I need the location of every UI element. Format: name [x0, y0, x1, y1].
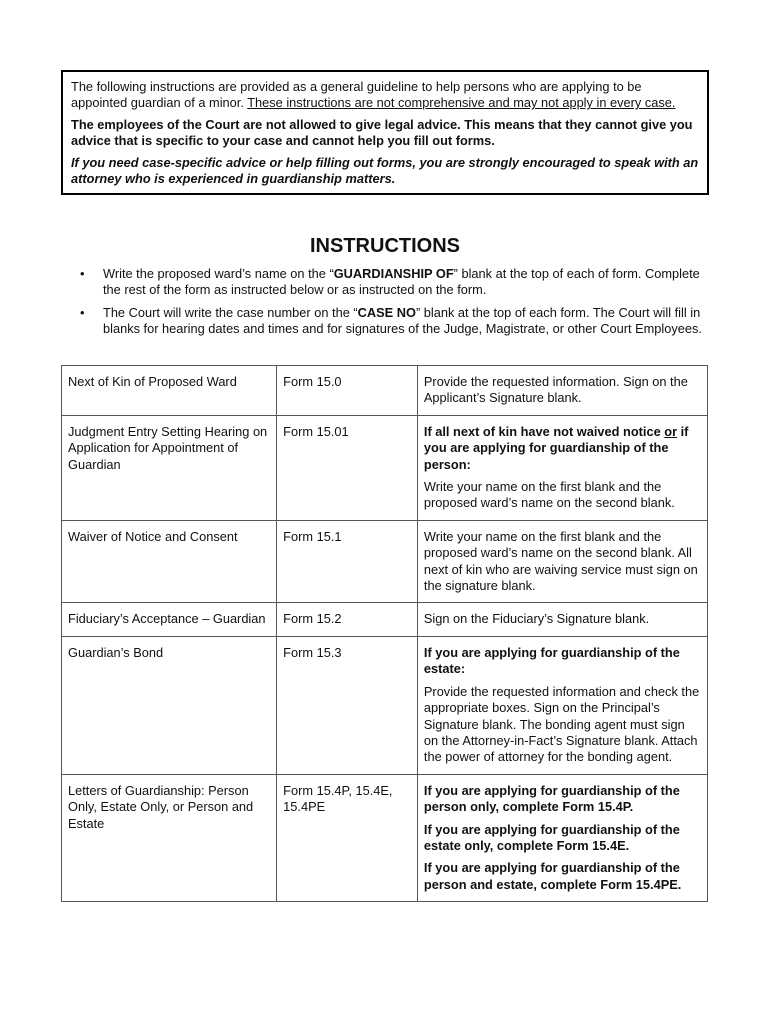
form-name-cell: Fiduciary’s Acceptance – Guardian [62, 603, 277, 636]
form-number-cell: Form 15.01 [277, 415, 418, 520]
form-number-cell: Form 15.3 [277, 636, 418, 774]
disclaimer-intro: The following instructions are provided as a general guideline to help persons who are applying to be appointed guardian of a minor. These instructions are not comprehensive and may not apply in every case. [71, 79, 676, 111]
form-name-cell: Judgment Entry Setting Hearing on Application for Appointment of Guardian [62, 415, 277, 520]
attorney-recommendation: If you need case-specific advice or help filling out forms, you are strongly encouraged to speak with an attorney who is experienced in guardianship matters. [71, 154, 699, 187]
form-number-cell: Form 15.0 [277, 366, 418, 416]
list-item: • The Court will write the case number on the “CASE NO” blank at the top of each form. The Court will fill in blanks for hearing dates and times and for signatures of the Judge, Magistrate, or other Court Employees. [80, 304, 702, 337]
table-row [62, 415, 708, 520]
disclaimer-box [61, 70, 709, 195]
table-row [62, 366, 708, 416]
form-name-cell: Next of Kin of Proposed Ward [62, 366, 277, 416]
form-instructions-cell: Provide the requested information. Sign on the Applicant’s Signature blank. [417, 366, 707, 416]
table-row [62, 520, 708, 603]
instruction-list [70, 266, 705, 344]
form-name-cell: Letters of Guardianship: Person Only, Estate Only, or Person and Estate [62, 774, 277, 901]
table-row [62, 774, 708, 901]
page-title: INSTRUCTIONS [310, 235, 460, 257]
bullet-icon: • [80, 266, 85, 281]
form-number-cell: Form 15.4P, 15.4E, 15.4PE [277, 774, 418, 901]
table-row [62, 636, 708, 774]
form-number-cell: Form 15.1 [277, 520, 418, 603]
list-item: • Write the proposed ward’s name on the “GUARDIANSHIP OF” blank at the top of each of form. Complete the rest of the form as instructed below or as instructed on the form. [80, 266, 700, 298]
form-instructions-cell: If all next of kin have not waived notice or if you are applying for guardianship of the person: Write your name on the first blank and the proposed ward’s name on the second blank. [417, 415, 707, 520]
form-instructions-cell: Sign on the Fiduciary’s Signature blank. [417, 603, 707, 636]
form-name-cell: Guardian’s Bond [62, 636, 277, 774]
disclaimer-underlined: These instructions are not comprehensive and may not apply in every case. [247, 95, 676, 111]
form-instructions-cell: Write your name on the first blank and the proposed ward’s name on the second blank. All next of kin who are waiving service must sign on the signature blank. [417, 520, 707, 603]
no-legal-advice-notice: The employees of the Court are not allowed to give legal advice. This means that they cannot give you advice that is specific to your case and cannot help you fill out forms. [71, 116, 693, 149]
bullet-icon: • [80, 304, 85, 320]
form-instructions-cell: If you are applying for guardianship of the estate: Provide the requested information and check the appropriate boxes. Sign on the Principal’s Signature blank. The bonding agent must sign on the Attorney-in-Fact’s Signature blank. Attach the power of attorney for the bonding agent. [417, 636, 707, 774]
table-row [62, 603, 708, 636]
forms-table [61, 365, 708, 902]
form-number-cell: Form 15.2 [277, 603, 418, 636]
form-name-cell: Waiver of Notice and Consent [62, 520, 277, 603]
form-instructions-cell: If you are applying for guardianship of the person only, complete Form 15.4P. If you are applying for guardianship of the estate only, complete Form 15.4E. If you are applying for guardianship of the person and estate, complete Form 15.4PE. [417, 774, 707, 901]
